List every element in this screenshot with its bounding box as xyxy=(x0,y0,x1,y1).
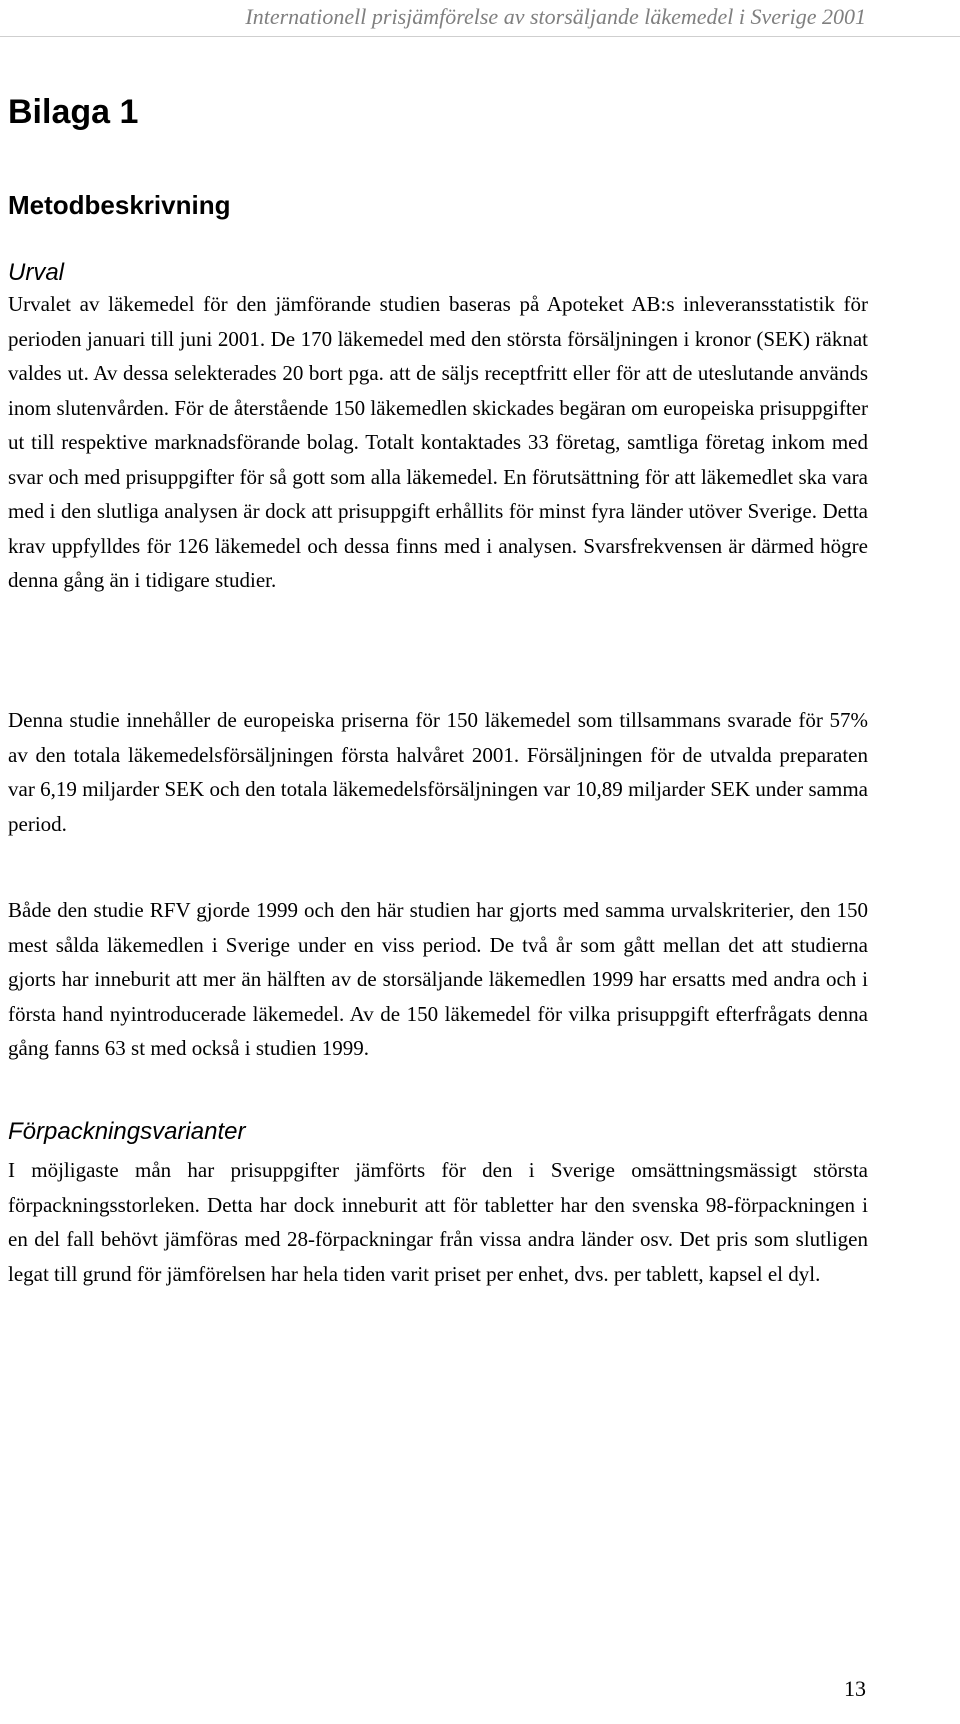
running-header: Internationell prisjämförelse av storsäljande läkemedel i Sverige 2001 xyxy=(245,4,866,29)
subheading-forpackningsvarianter: Förpackningsvarianter xyxy=(8,1118,246,1145)
section-title: Metodbeskrivning xyxy=(8,190,231,220)
paragraph-urval-2: Denna studie innehåller de europeiska priserna för 150 läkemedel som tillsammans svarade för 57% av den totala läkemedelsförsäljningen första halvåret 2001. Försäljningen för de utvalda preparaten var 6,19 miljarder SEK och den totala läkemedelsförsäljningen var 10,89 miljarder SEK under samma period. xyxy=(8,708,868,836)
page-number: 13 xyxy=(844,1676,866,1701)
subheading-urval: Urval xyxy=(8,259,65,286)
header-rule xyxy=(0,36,960,37)
paragraph-urval-1: Urvalet av läkemedel för den jämförande studien baseras på Apoteket AB:s inleveransstatistik för perioden januari till juni 2001. De 170 läkemedel med den största försäljningen i kronor (SEK) räknat valdes ut. Av dessa selekterades 20 bort pga. att de säljs receptfritt eller för att de uteslutande används inom slutenvården. För de återstående 150 läkemedlen skickades begäran om europeiska prisuppgifter ut till respektive marknadsförande bolag. Totalt kontaktades 33 företag, samtliga företag inkom med svar och med prisuppgifter för så gott som alla läkemedel. En förutsättning för att läkemedlet ska vara med i den slutliga analysen är dock att prisuppgift erhållits för minst fyra länder utöver Sverige. Detta krav uppfylldes för 126 läkemedel och dessa finns med i analysen. Svarsfrekvensen är därmed högre denna gång än i tidigare studier. xyxy=(8,292,868,592)
appendix-title: Bilaga 1 xyxy=(8,93,139,131)
paragraph-forpackningsvarianter-1: I möjligaste mån har prisuppgifter jämförts för den i Sverige omsättningsmässigt största förpackningsstorleken. Detta har dock inneburit att för tabletter har den svenska 98-förpackningen i en del fall behövt jämföras med 28-förpackningar från vissa andra länder osv. Det pris som slutligen legat till grund för jämförelsen har hela tiden varit priset per enhet, dvs. per tablett, kapsel el dyl. xyxy=(8,1158,868,1286)
paragraph-urval-3: Både den studie RFV gjorde 1999 och den här studien har gjorts med samma urvalskriterier, den 150 mest sålda läkemedlen i Sverige under en viss period. De två år som gått mellan det att studierna gjorts har inneburit att mer än hälften av de storsäljande läkemedlen 1999 har ersatts med andra och i första hand nyintroducerade läkemedel. Av de 150 läkemedel för vilka prisuppgift efterfrågats denna gång fanns 63 st med också i studien 1999. xyxy=(8,898,868,1060)
